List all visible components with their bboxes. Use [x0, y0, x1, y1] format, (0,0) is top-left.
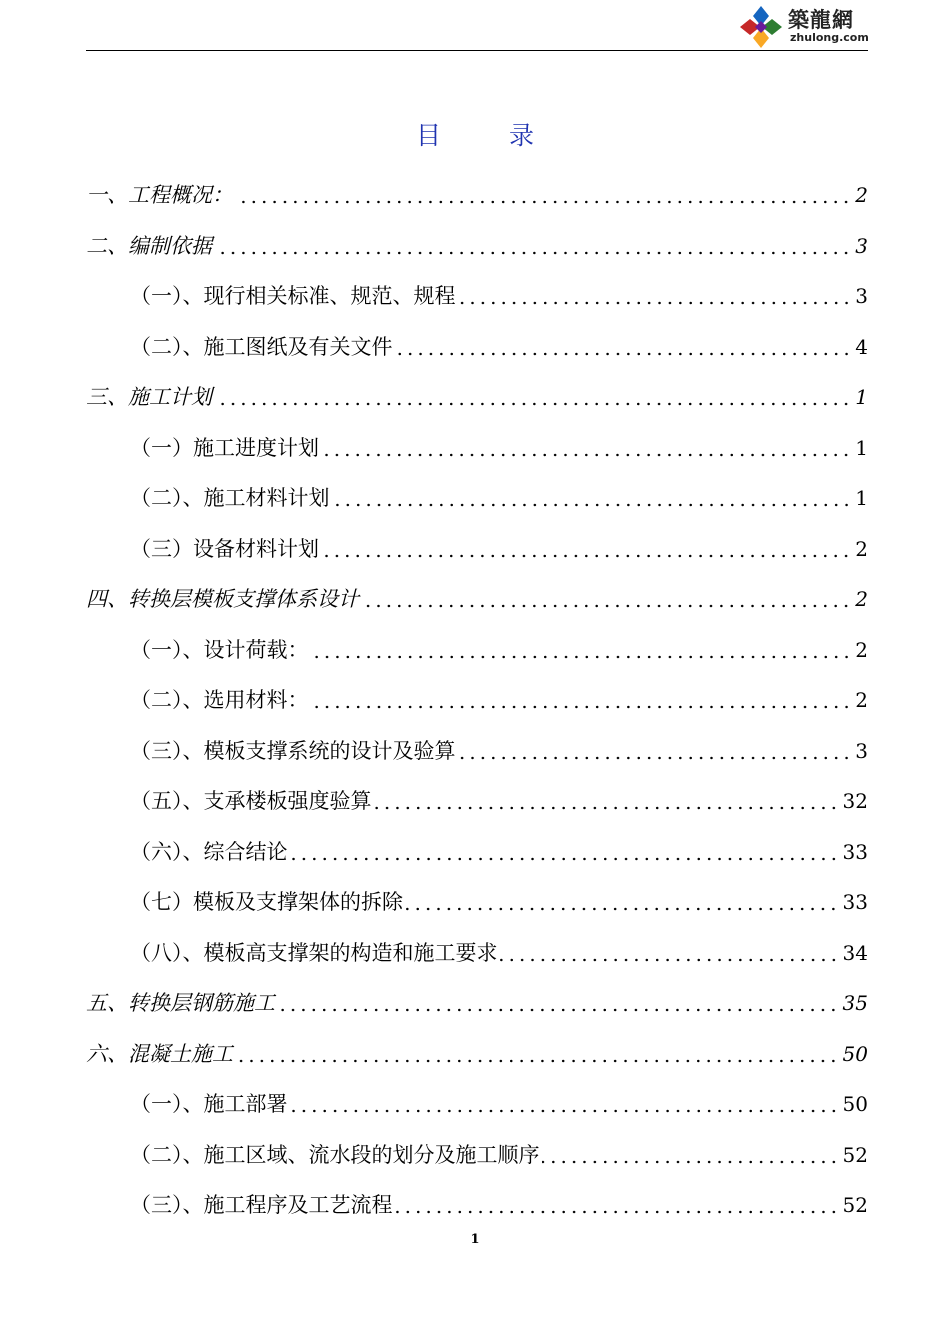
page-number: 1: [470, 1232, 480, 1247]
toc-entry-page: 32: [842, 789, 868, 813]
toc-chapter-entry[interactable]: [86, 988, 868, 1018]
toc-title: 目 录: [416, 121, 564, 150]
toc-dot-leader: [290, 856, 839, 862]
toc-section-entry[interactable]: [130, 1089, 868, 1119]
toc-entry-title: （二）、选用材料：: [130, 688, 309, 712]
toc-entry-page: 3: [855, 284, 868, 308]
toc-dot-leader: [395, 351, 852, 357]
toc-section-entry[interactable]: [130, 433, 868, 463]
toc-section-entry[interactable]: [130, 938, 868, 968]
toc-entry-title: （五）、支承楼板强度验算: [130, 789, 372, 813]
toc-entry-title: （二）、施工图纸及有关文件: [130, 334, 393, 359]
zhulong-logo: [738, 2, 873, 46]
toc-dot-leader: [321, 452, 851, 458]
toc-entry-page: 2: [855, 183, 868, 207]
toc-dot-leader: [361, 603, 851, 609]
toc-entry-page: 1: [855, 435, 868, 460]
toc-chapter-entry[interactable]: [86, 1039, 868, 1069]
toc-entry-title: 三、施工计划: [86, 385, 212, 409]
toc-entry-page: 2: [855, 587, 868, 611]
toc-section-entry[interactable]: [130, 281, 868, 311]
toc-chapter-entry[interactable]: [86, 382, 868, 412]
toc-entry-page: 2: [855, 637, 868, 662]
toc-dot-leader: [374, 805, 839, 811]
toc-entry-page: 3: [855, 738, 868, 763]
toc-dot-leader: [290, 1108, 839, 1114]
toc-dot-leader: [277, 1007, 839, 1013]
logo-domain: zhulong.com: [790, 31, 869, 44]
logo-chinese-name: 築龍網: [788, 7, 854, 32]
toc-dot-leader: [458, 755, 852, 761]
toc-chapter-entry[interactable]: [86, 180, 868, 210]
toc-dot-leader: [332, 502, 852, 508]
toc-dot-leader: [235, 199, 851, 205]
toc-entry-title: 五、转换层钢筋施工: [86, 991, 275, 1015]
toc-entry-title: （二）、施工材料计划: [130, 486, 330, 510]
toc-entry-title: 四、转换层模板支撑体系设计: [86, 587, 359, 611]
toc-entry-page: 34: [842, 940, 868, 965]
header-divider: [86, 50, 868, 51]
toc-entry-page: 2: [855, 688, 868, 712]
toc-entry-page: 52: [842, 1193, 868, 1217]
toc-entry-title: （一）、现行相关标准、规范、规程: [130, 284, 456, 308]
toc-section-entry[interactable]: [130, 332, 868, 362]
toc-entry-page: 52: [842, 1142, 868, 1167]
toc-entry-title: （七）模板及支撑架体的拆除: [130, 890, 403, 914]
toc-dot-leader: [311, 704, 852, 710]
toc-dot-leader: [235, 1058, 839, 1064]
toc-entry-page: 33: [842, 839, 868, 864]
toc-entry-page: 35: [842, 991, 868, 1015]
toc-entry-title: （三）、模板支撑系统的设计及验算: [130, 738, 456, 763]
toc-dot-leader: [542, 1159, 839, 1165]
toc-dot-leader: [395, 1209, 839, 1215]
toc-section-entry[interactable]: [130, 1140, 868, 1170]
toc-section-entry[interactable]: [130, 635, 868, 665]
toc-chapter-entry[interactable]: [86, 231, 868, 261]
toc-dot-leader: [500, 957, 839, 963]
toc-section-entry[interactable]: [130, 685, 868, 715]
toc-dot-leader: [458, 300, 852, 306]
toc-entry-page: 2: [855, 536, 868, 561]
toc-section-entry[interactable]: [130, 736, 868, 766]
toc-section-entry[interactable]: [130, 534, 868, 564]
toc-section-entry[interactable]: [130, 1190, 868, 1220]
toc-entry-page: 50: [842, 1041, 868, 1066]
toc-entry-title: 六、混凝土施工: [86, 1041, 233, 1066]
toc-entry-title: 二、编制依据: [86, 233, 212, 258]
toc-entry-page: 1: [855, 385, 868, 409]
toc-entry-title: （六）、综合结论: [130, 839, 288, 864]
toc-section-entry[interactable]: [130, 786, 868, 816]
toc-entry-page: 33: [842, 890, 868, 914]
toc-entry-title: （八）、模板高支撑架的构造和施工要求: [130, 940, 498, 965]
toc-entry-title: 一、工程概况：: [86, 183, 233, 207]
toc-entry-page: 4: [855, 334, 868, 359]
toc-dot-leader: [311, 654, 852, 660]
toc-entry-page: 3: [855, 233, 868, 258]
toc-entry-title: （一）施工进度计划: [130, 435, 319, 460]
toc-entry-title: （一）、设计荷载：: [130, 637, 309, 662]
toc-dot-leader: [214, 401, 851, 407]
toc-entry-title: （三）、施工程序及工艺流程: [130, 1193, 393, 1217]
toc-entry-title: （三）设备材料计划: [130, 536, 319, 561]
toc-dot-leader: [214, 250, 851, 256]
toc-section-entry[interactable]: [130, 837, 868, 867]
toc-dot-leader: [405, 906, 839, 912]
toc-entry-page: 50: [842, 1092, 868, 1116]
zhulong-logo-mark-icon: [738, 4, 784, 50]
toc-section-entry[interactable]: [130, 483, 868, 513]
toc-entry-title: （二）、施工区域、流水段的划分及施工顺序: [130, 1142, 540, 1167]
toc-dot-leader: [321, 553, 851, 559]
toc-section-entry[interactable]: [130, 887, 868, 917]
toc-entry-page: 1: [855, 486, 868, 510]
toc-chapter-entry[interactable]: [86, 584, 868, 614]
toc-entry-title: （一）、施工部署: [130, 1092, 288, 1116]
